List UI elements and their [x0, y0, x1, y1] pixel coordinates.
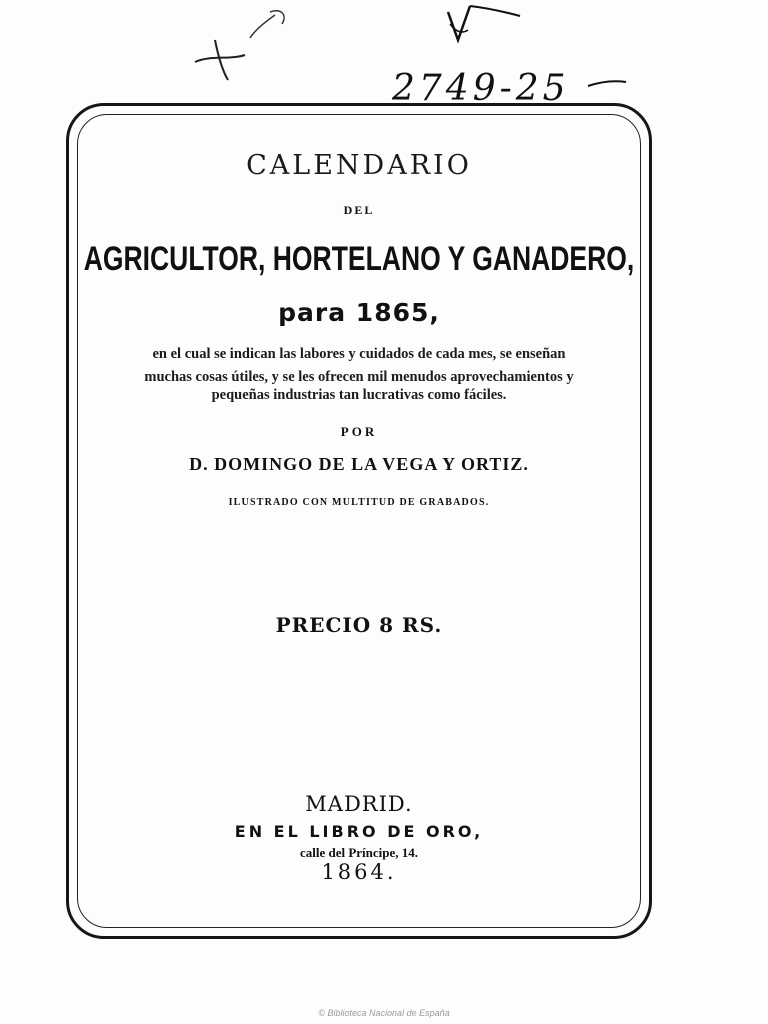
author-name: D. DOMINGO DE LA VEGA Y ORTIZ.	[189, 454, 529, 474]
library-credit: © Biblioteca Nacional de España	[318, 1008, 450, 1018]
description-line: muchas cosas útiles, y se les ofrecen mil menudos aprovechamientos y	[144, 369, 574, 385]
book-title: CALENDARIO	[246, 150, 472, 181]
title-connector: DEL	[343, 203, 375, 217]
year-line: para 1865,	[278, 298, 440, 327]
publisher-address: calle del Príncipe, 14.	[299, 845, 419, 860]
publication-year: 1864.	[321, 860, 397, 884]
illustration-note: ILUSTRADO CON MULTITUD DE GRABADOS.	[228, 497, 490, 508]
price-label: PRECIO 8 RS.	[275, 613, 443, 637]
by-label: POR	[340, 424, 378, 439]
publisher-name: EN EL LIBRO DE ORO,	[234, 822, 484, 841]
description-line: pequeñas industrias tan lucrativas como fáciles.	[211, 387, 507, 403]
description-line: en el cual se indican las labores y cuidados de cada mes, se enseñan	[152, 346, 566, 362]
publication-city: MADRID.	[305, 792, 413, 816]
shelfmark-number: 2749-25	[392, 68, 570, 109]
book-subject: AGRICULTOR, HORTELANO Y GANADERO,	[83, 240, 635, 278]
handwritten-shelfmark	[170, 0, 640, 110]
